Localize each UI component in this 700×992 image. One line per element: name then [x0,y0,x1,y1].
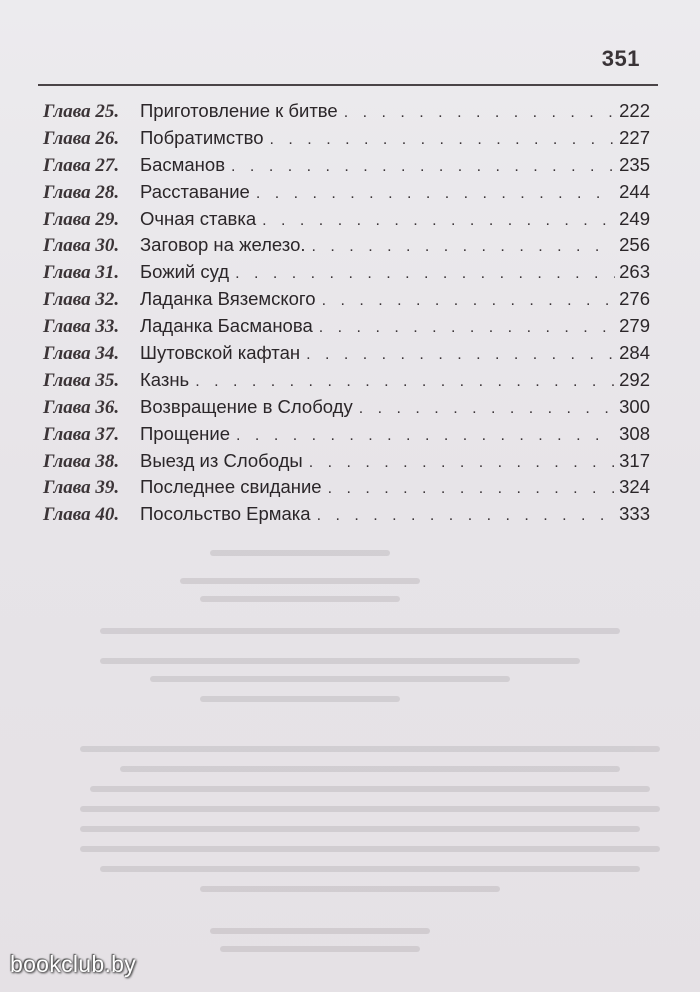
bleed-line [210,928,430,934]
bleed-line [80,806,660,812]
chapter-label: Глава 38. [43,450,120,472]
chapter-title: Расставание [140,180,250,202]
chapter-label: Глава 40. [43,504,120,526]
toc-row [43,474,650,501]
chapter-title: Божий суд [140,261,230,283]
toc-row [43,421,650,448]
bleed-line [200,596,400,602]
dot-leader [328,476,616,503]
toc-row [43,98,650,125]
chapter-title: Побратимство [140,126,264,148]
chapter-title: Басманов [140,153,226,175]
bleed-line [210,550,390,556]
dot-leader [306,342,615,369]
chapter-label: Глава 28. [43,181,120,203]
dot-leader [270,127,616,154]
chapter-label: Глава 39. [43,477,120,499]
dot-leader [262,208,615,235]
dot-leader [195,369,615,396]
chapter-label: Глава 31. [43,262,120,284]
toc-row [43,125,650,152]
toc-row [43,448,650,475]
bleed-line [80,826,640,832]
table-of-contents [43,98,650,528]
chapter-page-number: 284 [619,342,650,364]
chapter-page-number: 235 [619,153,650,175]
toc-row [43,152,650,179]
chapter-page-number: 244 [619,180,650,202]
bleed-line [150,676,510,682]
chapter-label: Глава 35. [43,369,120,391]
chapter-page-number: 227 [619,126,650,148]
chapter-page-number: 317 [619,449,650,471]
bleed-line [80,846,660,852]
dot-leader [231,154,615,181]
toc-row [43,367,650,394]
bleed-through-text [60,540,660,960]
chapter-title: Ладанка Басманова [140,315,313,337]
dot-leader [322,288,616,315]
bleed-line [100,628,620,634]
chapter-title: Выезд из Слободы [140,449,303,471]
dot-leader [359,396,615,423]
toc-row [43,340,650,367]
chapter-page-number: 263 [619,261,650,283]
chapter-page-number: 308 [619,422,650,444]
bleed-line [120,766,620,772]
dot-leader [319,315,615,342]
dot-leader [312,234,616,261]
chapter-page-number: 256 [619,234,650,256]
bleed-line [200,886,500,892]
chapter-label: Глава 29. [43,208,120,230]
chapter-title: Шутовской кафтан [140,342,301,364]
chapter-title: Очная ставка [140,207,257,229]
dot-leader [256,181,615,208]
toc-row [43,394,650,421]
watermark-logo: bookclub.by [10,951,137,977]
chapter-label: Глава 33. [43,316,120,338]
chapter-page-number: 292 [619,368,650,390]
chapter-page-number: 279 [619,315,650,337]
toc-row [43,206,650,233]
bleed-line [100,658,580,664]
bleed-line [200,696,400,702]
chapter-label: Глава 30. [43,235,120,257]
chapter-page-number: 333 [619,503,650,525]
chapter-page-number: 222 [619,100,650,121]
chapter-label: Глава 32. [43,289,120,311]
chapter-label: Глава 36. [43,396,120,418]
chapter-page-number: 276 [619,288,650,310]
dot-leader [344,100,615,127]
chapter-label: Глава 34. [43,343,120,365]
toc-row [43,232,650,259]
chapter-label: Глава 27. [43,154,120,176]
bleed-line [180,578,420,584]
toc-row [43,259,650,286]
toc-row [43,179,650,206]
page-number: 351 [601,46,640,71]
toc-row [43,313,650,340]
toc-row [43,501,650,528]
chapter-title: Возвращение в Слободу [140,395,353,417]
chapter-page-number: 300 [619,395,650,417]
chapter-title: Заговор на железо. [140,234,306,256]
dot-leader [235,261,615,288]
chapter-title: Посольство Ермака [140,503,311,525]
bleed-line [80,746,660,752]
chapter-title: Ладанка Вяземского [140,288,316,310]
dot-leader [317,503,616,530]
bleed-line [90,786,650,792]
toc-row [43,286,650,313]
chapter-title: Приготовление к битве [140,100,338,121]
chapter-page-number: 324 [619,476,650,498]
dot-leader [236,423,615,450]
chapter-label: Глава 25. [43,101,120,122]
chapter-label: Глава 26. [43,127,120,149]
chapter-page-number: 249 [619,207,650,229]
bleed-line [100,866,640,872]
chapter-title: Казнь [140,368,190,390]
chapter-title: Прощение [140,422,231,444]
chapter-label: Глава 37. [43,423,120,445]
header-divider [38,84,658,86]
bleed-line [220,946,420,952]
dot-leader [309,450,615,477]
chapter-title: Последнее свидание [140,476,322,498]
